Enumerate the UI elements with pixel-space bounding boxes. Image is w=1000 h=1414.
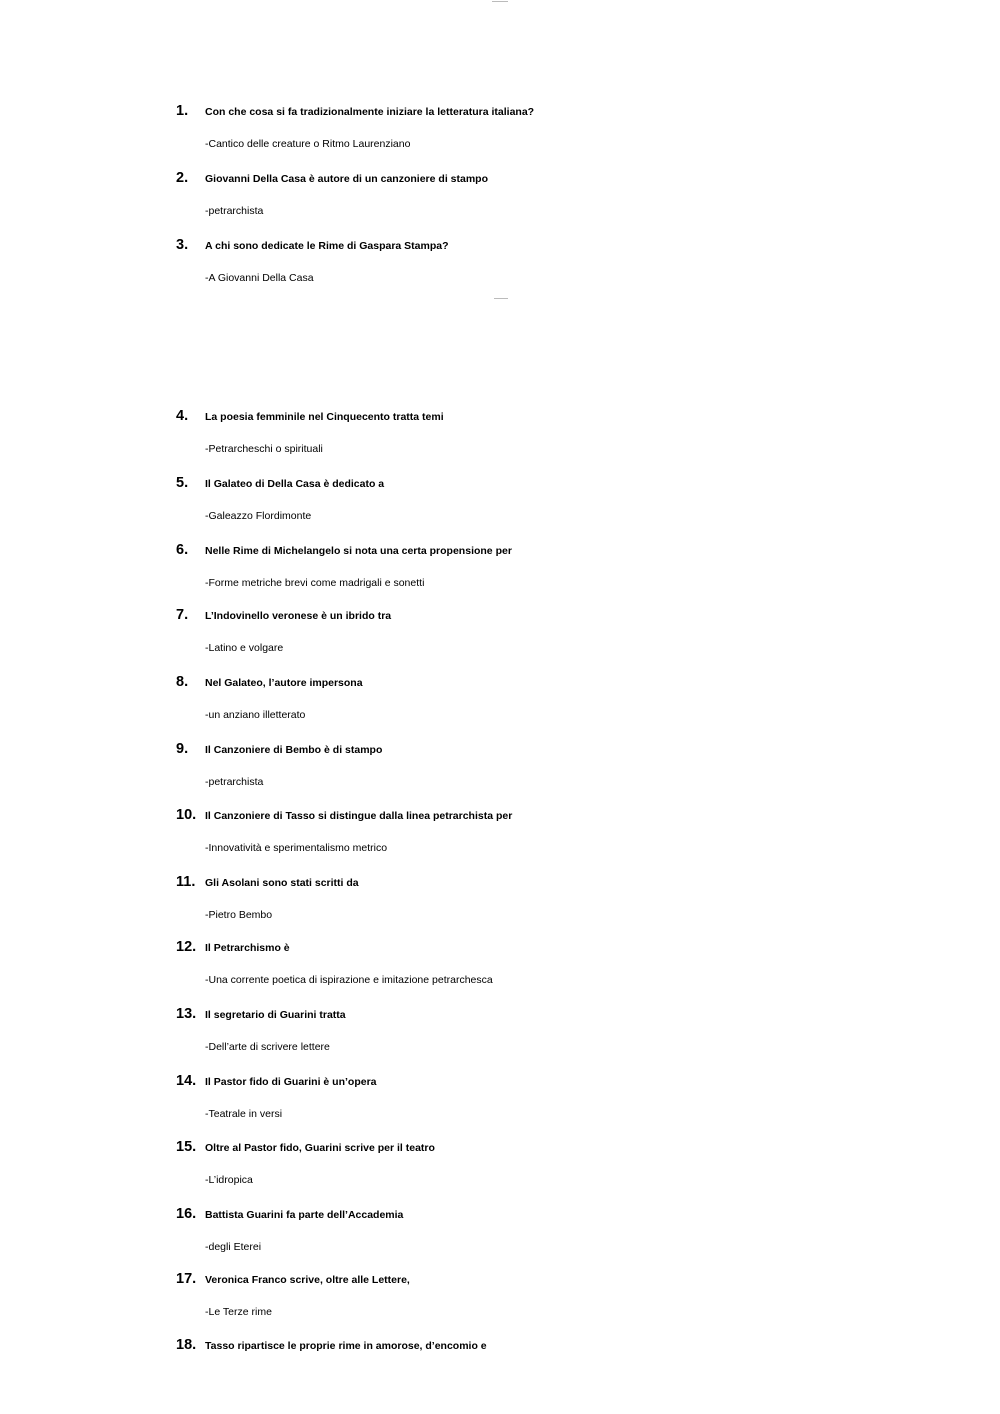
question-number: 4. [176,408,189,424]
answer-text: -Cantico delle creature o Ritmo Laurenziano [205,138,411,150]
question-number: 6. [176,542,189,558]
question-text: Giovanni Della Casa è autore di un canzoniere di stampo [205,173,488,185]
answer-text: -petrarchista [205,776,264,788]
question-text: Il Petrarchismo è [205,942,290,954]
question-text: Il Canzoniere di Bembo è di stampo [205,744,383,756]
question-number: 16. [176,1206,197,1222]
question-text: Il Pastor fido di Guarini è un’opera [205,1076,377,1088]
answer-text: -Galeazzo Flordimonte [205,510,312,522]
question-text: Oltre al Pastor fido, Guarini scrive per il teatro [205,1142,435,1154]
answer-text: -Innovatività e sperimentalismo metrico [205,842,388,854]
question-number: 3. [176,237,189,253]
question-text: A chi sono dedicate le Rime di Gaspara Stampa? [205,240,449,252]
question-number: 1. [176,103,189,119]
question-text: Il Canzoniere di Tasso si distingue dalla linea petrarchista per [205,810,513,822]
question-number: 17. [176,1271,197,1287]
question-number: 8. [176,674,189,690]
answer-text: -Forme metriche brevi come madrigali e sonetti [205,577,425,589]
question-number: 5. [176,475,189,491]
question-text: L’Indovinello veronese è un ibrido tra [205,610,392,622]
question-text: Gli Asolani sono stati scritti da [205,877,359,889]
question-text: La poesia femminile nel Cinquecento tratta temi [205,411,444,423]
question-number: 2. [176,170,189,186]
question-text: Battista Guarini fa parte dell’Accademia [205,1209,404,1221]
answer-text: -Una corrente poetica di ispirazione e imitazione petrarchesca [205,974,493,986]
answer-text: -Dell’arte di scrivere lettere [205,1041,330,1053]
answer-text: -Le Terze rime [205,1306,272,1318]
question-number: 9. [176,741,189,757]
question-number: 7. [176,607,189,623]
question-text: Il segretario di Guarini tratta [205,1009,346,1021]
question-number: 12. [176,939,197,955]
page-header-mark [492,1,508,2]
question-text: Veronica Franco scrive, oltre alle Lettere, [205,1274,410,1286]
answer-text: -Petrarcheschi o spirituali [205,443,323,455]
question-text: Tasso ripartisce le proprie rime in amorose, d’encomio e [205,1340,487,1352]
question-number: 13. [176,1006,197,1022]
question-number: 15. [176,1139,197,1155]
answer-text: -petrarchista [205,205,264,217]
answer-text: -Latino e volgare [205,642,284,654]
question-number: 11. [176,874,196,890]
answer-text: -L’idropica [205,1174,253,1186]
answer-text: -degli Eterei [205,1241,262,1253]
answer-text: -Pietro Bembo [205,909,273,921]
question-text: Nel Galateo, l’autore impersona [205,677,363,689]
question-text: Con che cosa si fa tradizionalmente iniziare la letteratura italiana? [205,106,535,118]
answer-text: -A Giovanni Della Casa [205,272,314,284]
page-header-mark [494,298,508,299]
question-text: Nelle Rime di Michelangelo si nota una certa propensione per [205,545,512,557]
answer-text: -Teatrale in versi [205,1108,283,1120]
question-text: Il Galateo di Della Casa è dedicato a [205,478,385,490]
question-number: 14. [176,1073,197,1089]
question-number: 18. [176,1337,197,1353]
answer-text: -un anziano illetterato [205,709,306,721]
question-number: 10. [176,807,197,823]
